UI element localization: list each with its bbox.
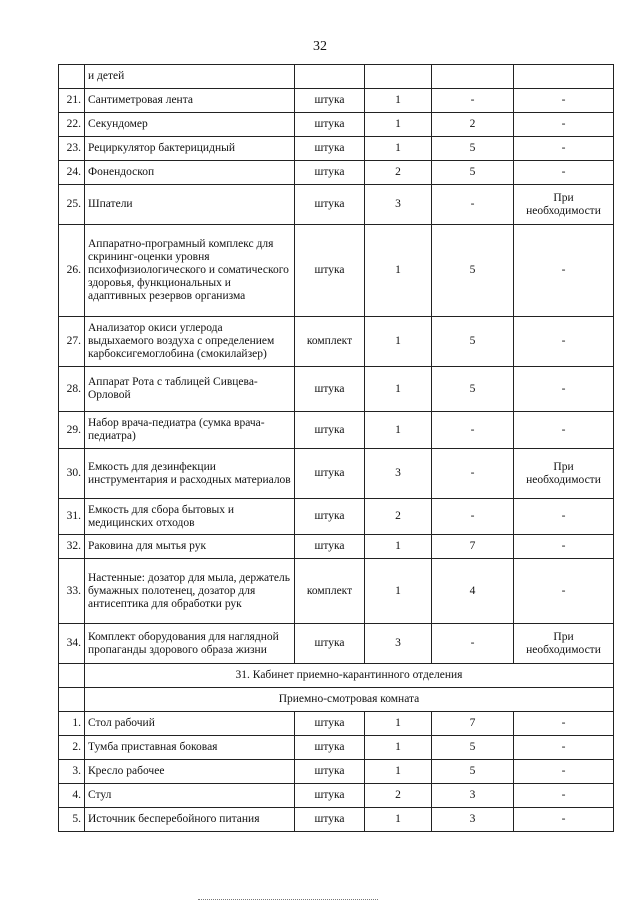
item-note: - [514,499,614,535]
item-quantity: 1 [365,412,432,449]
table-row [59,760,614,784]
item-service-term: 5 [432,736,514,760]
row-number: 4. [59,784,85,808]
row-number [59,664,85,688]
item-service-term: 5 [432,367,514,412]
item-note: - [514,412,614,449]
item-quantity: 1 [365,113,432,137]
item-name: Емкость для дезинфекции инструментария и расходных материалов [85,449,295,499]
section-title: Приемно-смотровая комната [85,688,614,712]
item-note: - [514,317,614,367]
page-number: 32 [313,39,327,54]
item-quantity: 2 [365,499,432,535]
table-row [59,412,614,449]
item-service-term: 3 [432,784,514,808]
table-row [59,225,614,317]
item-note: - [514,784,614,808]
item-quantity: 1 [365,89,432,113]
table-row [59,185,614,225]
item-name: Шпатели [85,185,295,225]
item-unit: штука [295,225,365,317]
item-note: - [514,559,614,624]
row-number: 5. [59,808,85,832]
row-number: 1. [59,712,85,736]
item-name: Фонендоскоп [85,161,295,185]
item-note: - [514,225,614,317]
item-quantity: 2 [365,784,432,808]
row-number: 3. [59,760,85,784]
row-number [59,688,85,712]
table-row [59,499,614,535]
equipment-table-body [59,65,614,832]
item-quantity: 2 [365,161,432,185]
item-unit: штука [295,137,365,161]
item-quantity: 1 [365,137,432,161]
item-note: При необходимости [514,449,614,499]
item-unit: штука [295,113,365,137]
row-number: 22. [59,113,85,137]
item-name: Емкость для сбора бытовых и медицинских отходов [85,499,295,535]
row-number: 30. [59,449,85,499]
table-row [59,161,614,185]
item-note: При необходимости [514,185,614,225]
item-name: Комплект оборудования для наглядной пропаганды здорового образа жизни [85,624,295,664]
item-note: - [514,712,614,736]
item-note: - [514,736,614,760]
item-service-term: 5 [432,317,514,367]
section-row [59,664,614,688]
section-title: 31. Кабинет приемно-карантинного отделения [85,664,614,688]
item-name: Сантиметровая лента [85,89,295,113]
item-quantity: 1 [365,559,432,624]
item-service-term: 7 [432,712,514,736]
section-row [59,688,614,712]
table-row [59,89,614,113]
row-number: 23. [59,137,85,161]
item-quantity: 3 [365,449,432,499]
item-note: - [514,808,614,832]
item-unit: штука [295,760,365,784]
item-unit: штука [295,535,365,559]
table-row [59,317,614,367]
item-name: Анализатор окиси углерода выдыхаемого воздуха с определением карбоксигемоглобина (смокилайзер) [85,317,295,367]
item-note: - [514,113,614,137]
table-row [59,624,614,664]
table-row [59,559,614,624]
table-row [59,736,614,760]
item-service-term: 2 [432,113,514,137]
item-unit: комплект [295,559,365,624]
row-number: 32. [59,535,85,559]
item-unit: штука [295,89,365,113]
item-service-term: - [432,185,514,225]
item-unit: штука [295,712,365,736]
item-note: При необходимости [514,624,614,664]
item-quantity: 3 [365,185,432,225]
table-row [59,113,614,137]
row-number: 24. [59,161,85,185]
item-note: - [514,367,614,412]
row-number: 31. [59,499,85,535]
item-note: - [514,535,614,559]
page-bottom-mark [198,899,378,901]
item-unit: штука [295,499,365,535]
item-unit: штука [295,161,365,185]
item-note: - [514,760,614,784]
item-unit: штука [295,185,365,225]
item-service-term: 3 [432,808,514,832]
item-service-term: 7 [432,535,514,559]
item-name: Тумба приставная боковая [85,736,295,760]
item-service-term: 5 [432,760,514,784]
item-unit [295,65,365,89]
item-service-term: 5 [432,225,514,317]
item-quantity: 1 [365,760,432,784]
item-quantity: 1 [365,736,432,760]
table-row [59,449,614,499]
row-number: 28. [59,367,85,412]
item-service-term: - [432,624,514,664]
item-note: - [514,161,614,185]
item-note: - [514,89,614,113]
item-unit: штука [295,624,365,664]
item-unit: штука [295,808,365,832]
row-number: 29. [59,412,85,449]
table-row [59,808,614,832]
item-quantity: 1 [365,317,432,367]
item-quantity [365,65,432,89]
item-name: Секундомер [85,113,295,137]
row-number: 34. [59,624,85,664]
item-name: Стол рабочий [85,712,295,736]
item-name: и детей [85,65,295,89]
item-note [514,65,614,89]
item-name: Раковина для мытья рук [85,535,295,559]
item-service-term: - [432,412,514,449]
item-name: Аппаратно-програмный комплекс для скрининг-оценки уровня психофизиологического и соматического здоровья, функциональных и адаптивных резервов организма [85,225,295,317]
item-name: Набор врача-педиатра (сумка врача-педиатра) [85,412,295,449]
item-name: Источник бесперебойного питания [85,808,295,832]
item-unit: штука [295,449,365,499]
item-quantity: 1 [365,367,432,412]
item-quantity: 1 [365,712,432,736]
item-unit: штука [295,784,365,808]
item-service-term: - [432,499,514,535]
item-name: Кресло рабочее [85,760,295,784]
item-quantity: 1 [365,808,432,832]
equipment-table [58,64,614,832]
table-row [59,535,614,559]
item-service-term: 5 [432,137,514,161]
row-number: 33. [59,559,85,624]
row-number: 2. [59,736,85,760]
row-number: 26. [59,225,85,317]
item-unit: комплект [295,317,365,367]
item-unit: штука [295,412,365,449]
table-row [59,137,614,161]
item-service-term: 5 [432,161,514,185]
item-service-term: 4 [432,559,514,624]
table-row [59,712,614,736]
item-unit: штука [295,367,365,412]
row-number [59,65,85,89]
item-note: - [514,137,614,161]
row-number: 27. [59,317,85,367]
item-quantity: 3 [365,624,432,664]
item-name: Стул [85,784,295,808]
item-quantity: 1 [365,535,432,559]
table-row [59,784,614,808]
item-service-term: - [432,89,514,113]
item-name: Аппарат Рота с таблицей Сивцева-Орловой [85,367,295,412]
item-service-term: - [432,449,514,499]
item-name: Настенные: дозатор для мыла, держатель бумажных полотенец, дозатор для антисептика для обработки рук [85,559,295,624]
table-row [59,65,614,89]
item-service-term [432,65,514,89]
item-name: Рециркулятор бактерицидный [85,137,295,161]
item-quantity: 1 [365,225,432,317]
item-unit: штука [295,736,365,760]
table-row [59,367,614,412]
row-number: 25. [59,185,85,225]
row-number: 21. [59,89,85,113]
